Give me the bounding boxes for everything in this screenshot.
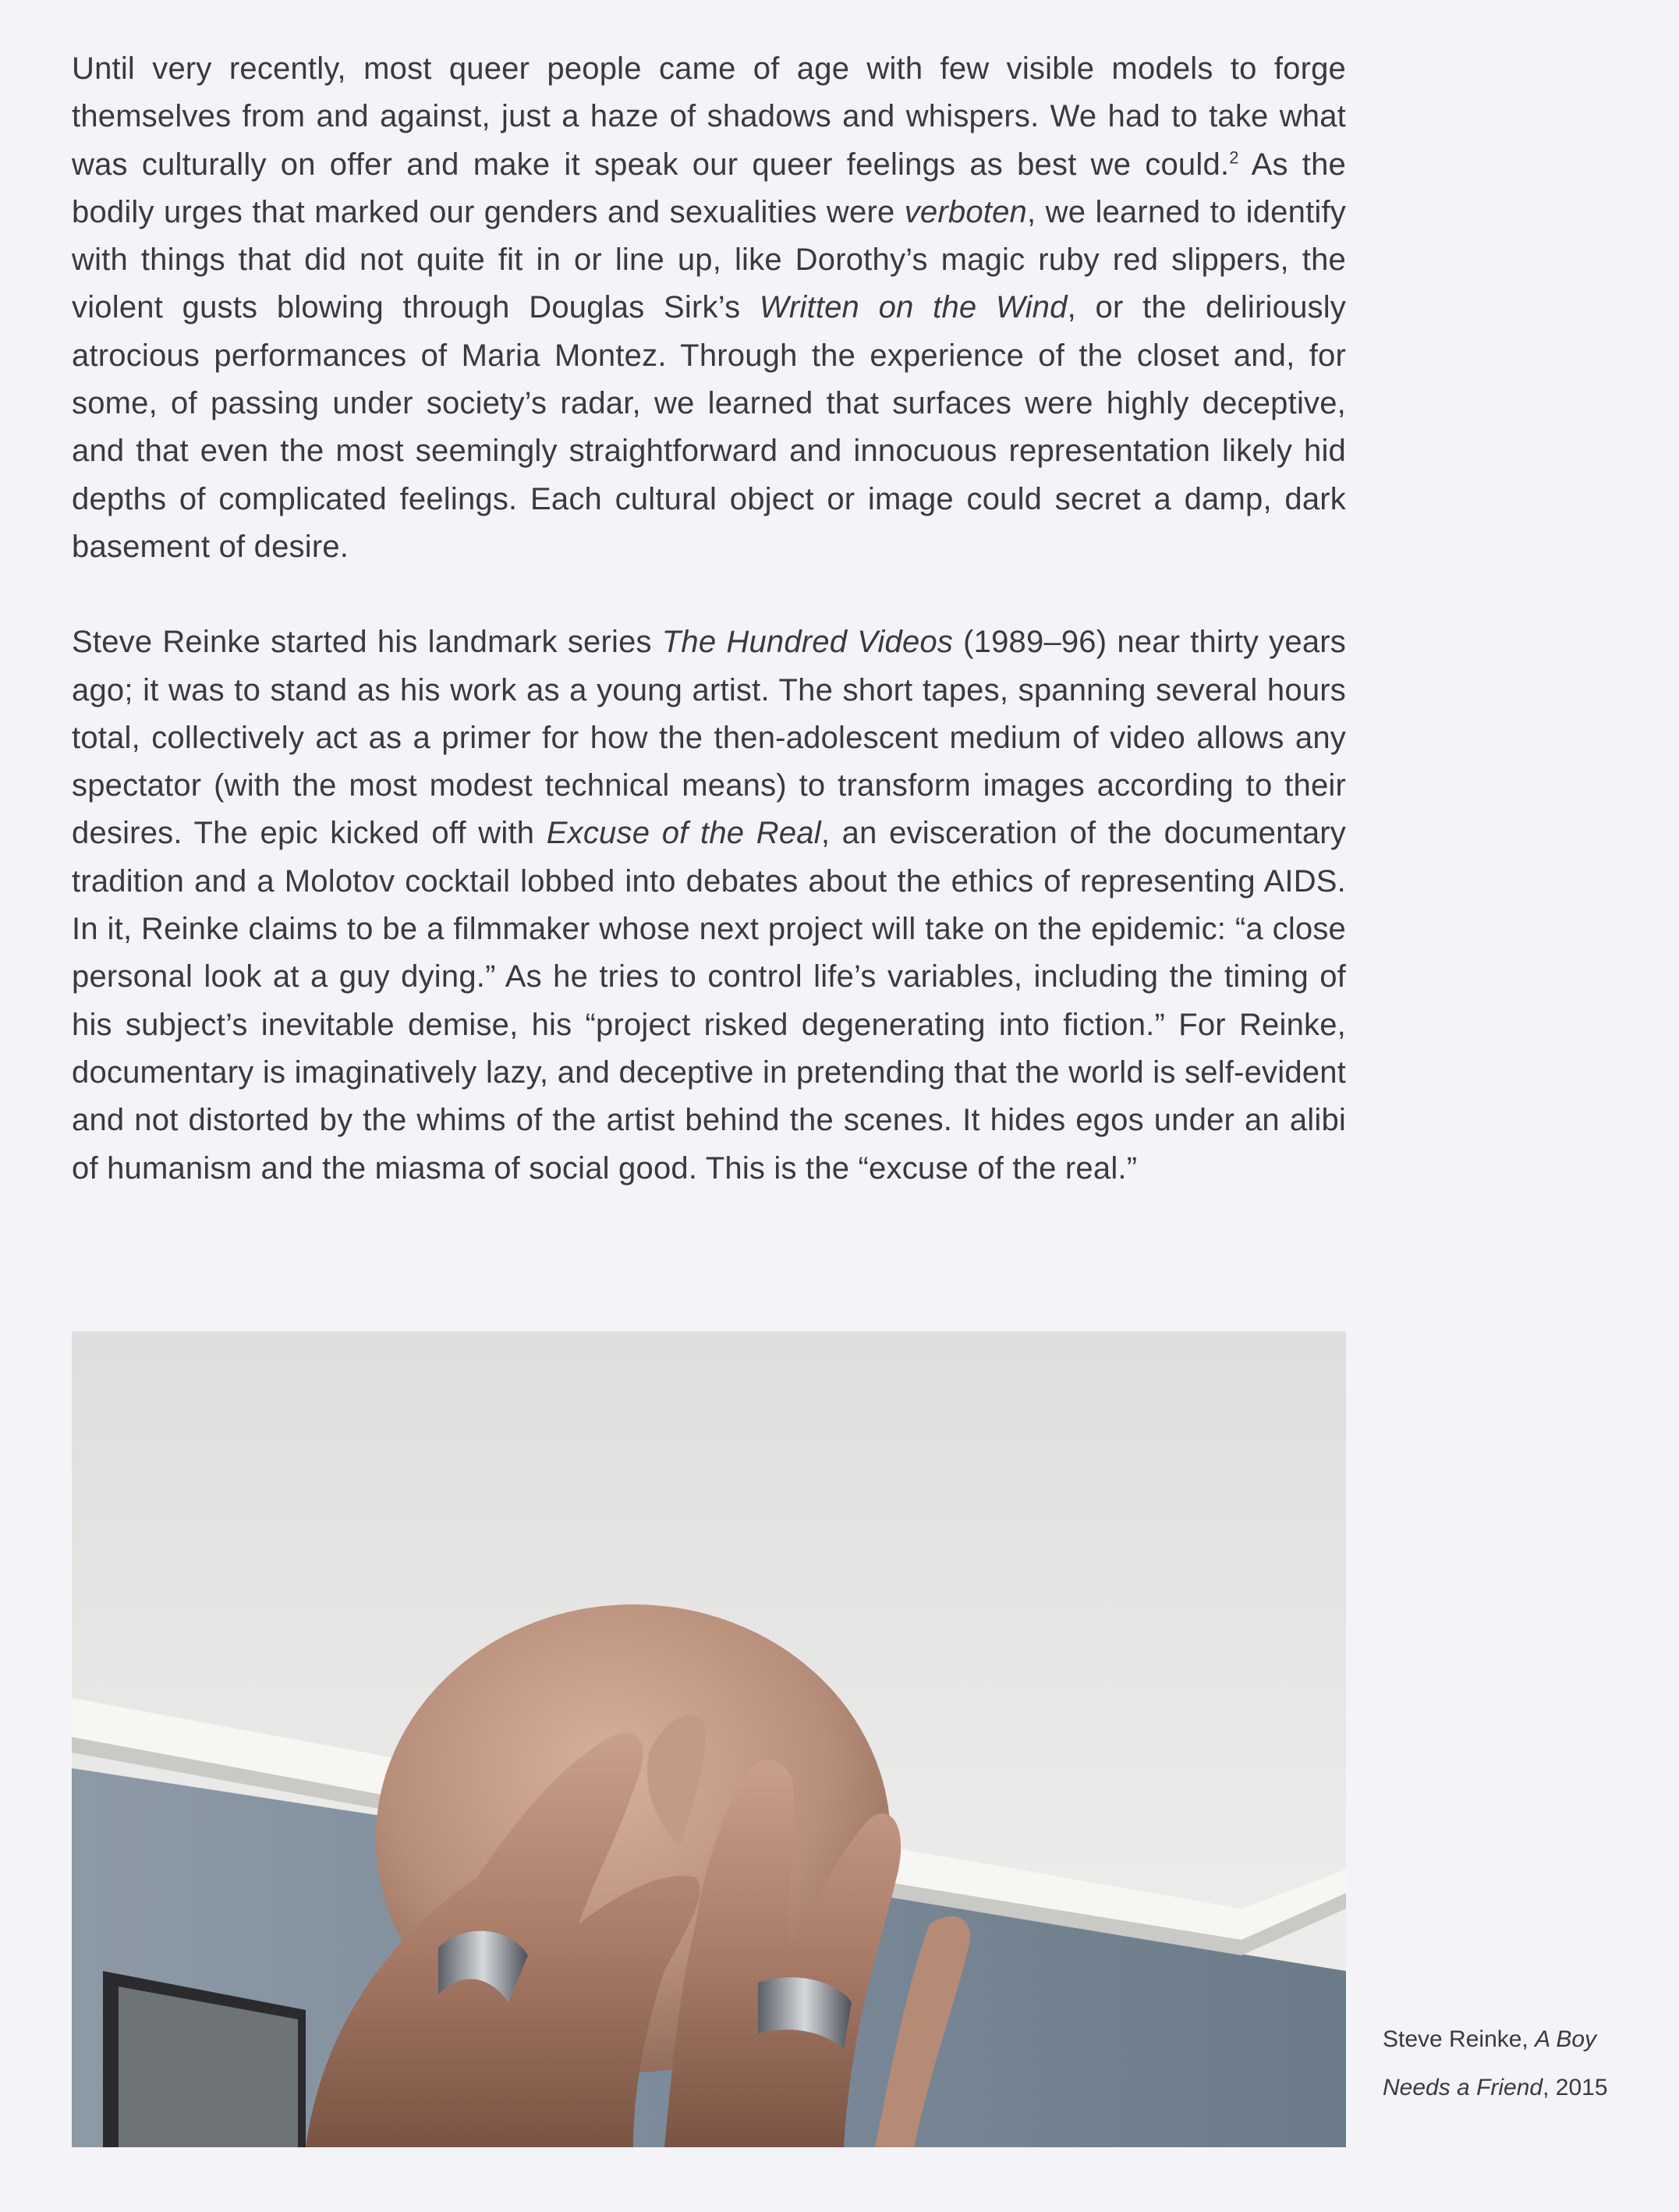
paragraph-1-text-b: As the bodily urges that marked our genders and sexualities were bbox=[72, 147, 1346, 229]
paragraph-1-text-d: , or the deliriously atrocious performances of Maria Montez. Through the experience of the closet and, for some, of passing under society’s radar, we learned that surfaces were highly deceptive, and that even the most seemingly straightforward and innocuous representation likely hid depths of complicated feelings. Each cultural object or image could secret a damp, dark basement of desire. bbox=[72, 290, 1347, 564]
footnote-reference: 2 bbox=[1229, 147, 1239, 168]
paragraph-2-text-b: (1989–96) near thirty years ago; it was to stand as his work as a young artist. The short tapes, spanning several hours total, collectively act as a primer for how the then-adolescent medium of video allows any spectator (with the most modest technical means) to transform images according to their desires. The epic kicked off with bbox=[72, 625, 1346, 851]
italic-work-title: Excuse of the Real bbox=[546, 816, 821, 851]
italic-series-title: The Hundred Videos bbox=[661, 625, 954, 660]
image-caption bbox=[1383, 2015, 1663, 2112]
video-still-photo bbox=[72, 1331, 1346, 2147]
italic-verboten: verboten bbox=[904, 194, 1027, 229]
paragraph-1-text-a: Until very recently, most queer people came of age with few visible models to forge themselves from and against, just a haze of shadows and whispers. We had to take what was culturally on offer and make it speak our queer feelings as best we could. bbox=[72, 51, 1346, 182]
paragraph-1 bbox=[72, 45, 1346, 571]
article-body bbox=[72, 45, 1346, 1193]
caption-title: A Boy Needs a Friend bbox=[1383, 2026, 1597, 2100]
paragraph-2 bbox=[72, 619, 1346, 1193]
paragraph-2-text-c: , an evisceration of the documentary tradition and a Molotov cocktail lobbed into debates about the ethics of representing AIDS. In it, Reinke claims to be a filmmaker whose next project will take on the epidemic: “a close personal look at a guy dying.” As he tries to control life’s variables, including the timing of his subject’s inevitable demise, his “project risked degenerating into fiction.” For Reinke, documentary is imaginatively lazy, and deceptive in pretending that the world is self-evident and not distorted by the whims of the artist behind the scenes. It hides egos under an alibi of humanism and the miasma of social good. This is the “excuse of the real.” bbox=[72, 816, 1346, 1186]
italic-film-title: Written on the Wind bbox=[759, 290, 1068, 325]
paragraph-1-text-c: , we learned to identify with things that did not quite fit in or line up, like Dorothy’s magic ruby red slippers, the violent gusts blowing through Douglas Sirk’s bbox=[72, 194, 1346, 325]
paragraph-2-text-a: Steve Reinke started his landmark series bbox=[72, 625, 662, 660]
hands-on-head-image bbox=[72, 1331, 1346, 2147]
caption-year: , 2015 bbox=[1543, 2075, 1608, 2100]
caption-artist: Steve Reinke, bbox=[1383, 2026, 1536, 2052]
